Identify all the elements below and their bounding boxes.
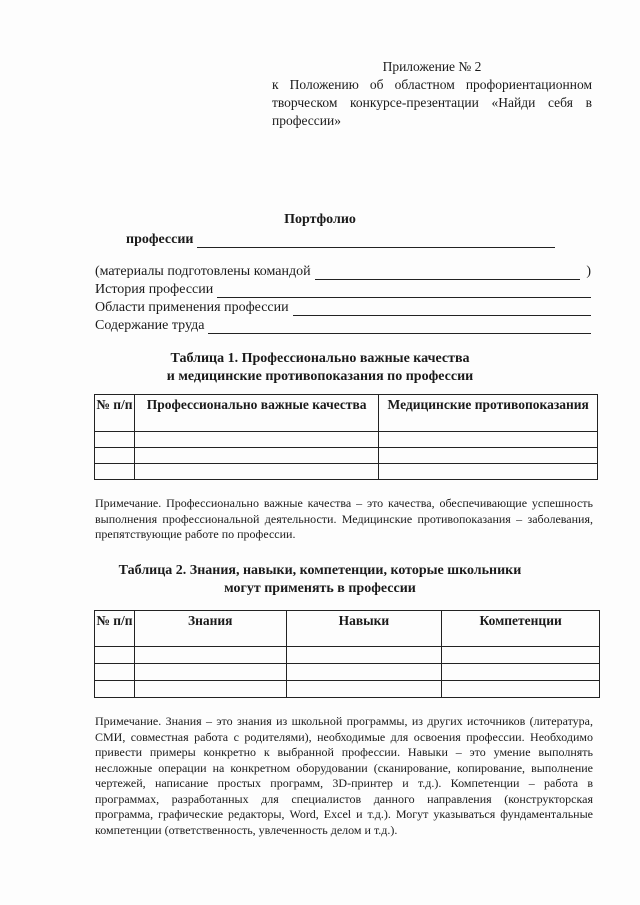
table1-caption (0, 350, 640, 386)
history-blank-line (217, 283, 591, 298)
materials-blank-line (315, 265, 581, 280)
table2-header-competencies: Компетенции (442, 611, 600, 647)
history-label: История профессии (95, 282, 214, 297)
table2-caption-line2: могут применять в профессии (224, 581, 416, 596)
history-field (95, 282, 591, 298)
areas-blank-line (293, 301, 591, 316)
table-row (95, 464, 598, 480)
profession-label: профессии (126, 232, 194, 247)
table-row (95, 681, 600, 698)
appendix-text: к Положению об областном профориентационном творческом конкурсе-презентации «Найди себя в профессии» (272, 77, 592, 128)
table2 (94, 610, 600, 698)
materials-close-paren: ) (586, 264, 591, 279)
table2-header-row (95, 611, 600, 647)
content-label: Содержание труда (95, 318, 205, 333)
appendix-header (272, 58, 592, 130)
table2-header-num: № п/п (95, 611, 135, 647)
table-row (95, 432, 598, 448)
materials-field (95, 264, 591, 280)
content-blank-line (208, 319, 591, 334)
table1-caption-line2: и медицинские противопоказания по профессии (166, 369, 474, 384)
profession-field (126, 232, 555, 248)
table2-note: Примечание. Знания – это знания из школьной программы, из других источников (литература, СМИ, совместная работа с родителями), необходимые для освоения профессии. Необходимо привести примеры конкретно к выбранной профессии. Навыки – это умение выполнять несложные операции на конкретном оборудовании (сканирование, копирование, выполнение чертежей, написание простых программ, 3D-принтер и т.д.). Компетенции – работа в программах, разработанных для специалистов данного направления (конструкторская программа, графические редакторы, Word, Excel и т.д.). Могут указываться фундаментальные компетенции (ответственность, увлеченность делом и т.д.). (95, 714, 593, 837)
areas-field (95, 300, 591, 316)
portfolio-title: Портфолио (284, 212, 356, 227)
table1-header-contraindications: Медицинские противопоказания (379, 395, 598, 432)
profession-blank-line (197, 233, 555, 248)
areas-label: Области применения профессии (95, 300, 289, 315)
table2-caption-line1: Таблица 2. Знания, навыки, компетенции, которые школьники (118, 563, 522, 578)
table-row (95, 664, 600, 681)
table1-note: Примечание. Профессионально важные качества – это качества, обеспечивающие успешность выполнения профессиональной деятельности. Медицинские противопоказания – заболевания, препятствующие работе по профессии. (95, 496, 593, 541)
table2-header-skills: Навыки (286, 611, 442, 647)
table2-caption (0, 562, 640, 598)
materials-label: (материалы подготовлены командой (95, 264, 311, 279)
table-row (95, 448, 598, 464)
table1-caption-line1: Таблица 1. Профессионально важные качества (170, 351, 470, 366)
table1 (94, 394, 598, 480)
content-field (95, 318, 591, 334)
table1-header-qualities: Профессионально важные качества (134, 395, 378, 432)
appendix-title: Приложение № 2 (382, 59, 482, 74)
table1-header-num: № п/п (95, 395, 135, 432)
table-row (95, 647, 600, 664)
table1-header-row (95, 395, 598, 432)
table2-header-knowledge: Знания (134, 611, 286, 647)
